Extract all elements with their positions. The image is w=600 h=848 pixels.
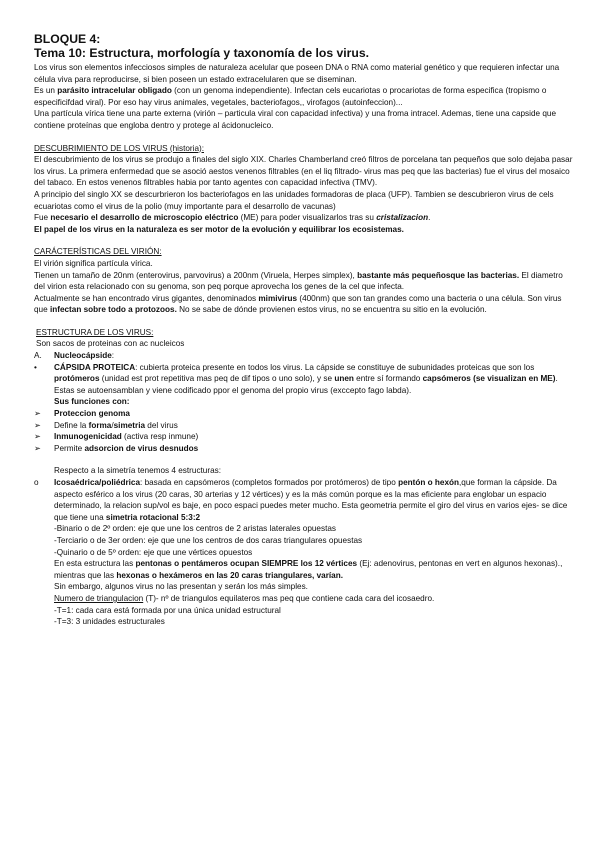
text-run: ,que forman la cápside. Da aspecto esférico a los virus (20 caras, 30 arterias y 12 vértices) y es la más común porque es la mas eficiente para englobar un espacio determinado, la relacion sup/vol es baje, en poco espaci puedes meter mucho. Esta geometria permite el giro del virus en varios ejes- se dice que tiene una (54, 478, 568, 522)
spacer (34, 132, 574, 143)
triangulation-t1: -T=1: cada cara está formada por una única unidad estructural (54, 605, 281, 615)
text-run: : basada en capsómeros (completos formados por protómeros) de tipo (140, 478, 399, 487)
list-item-function (34, 443, 574, 455)
features-paragraph-3 (34, 293, 574, 316)
text-run: entre sí formando (353, 374, 423, 384)
arrow-icon: ➢ (34, 443, 41, 453)
bold-text-run: necesario el desarrollo de microscopio eléctrico (50, 213, 239, 223)
list-marker: A. (34, 351, 42, 361)
bold-italic-text-run: cristalizacion (376, 213, 429, 223)
functions-title (34, 396, 574, 408)
bold-text-run: Inmunogenicidad (54, 432, 122, 442)
bold-text-run: protómeros (54, 374, 100, 384)
text-run: . Estas se autoensamblan y viene codificado ppor el genoma del propio virus (exccepto fago labda). (54, 374, 558, 395)
intro-paragraph-3: Una partícula vírica tiene una parte externa (virión – particula viral con capacidad infectiva) y una froma intracel. Ademas, tiene una capside que contiene proteínas que engloba dentro y protege al ácidonucleico. (34, 109, 557, 130)
arrow-icon: ➢ (34, 432, 41, 442)
list-item-icosahedral (34, 477, 574, 523)
symmetry-intro: Respecto a la simetría tenemos 4 estructuras: (54, 466, 222, 476)
arrow-icon: ➢ (34, 420, 41, 430)
triangulation-paragraph (34, 593, 574, 605)
section-title-discovery: DESCUBRIMIENTO DE LOS VIRUS (historia): (34, 143, 204, 153)
text-run: El diametro del virion esta relacionado con su genoma, son peq porque aprovecha los genes de la cel que infecta. (34, 270, 563, 292)
text-run: : (111, 351, 115, 361)
block-heading: BLOQUE 4: (34, 32, 101, 46)
list-item-function (34, 408, 574, 420)
arrow-icon: ➢ (34, 409, 41, 419)
list-item-nucleocapsid (34, 350, 574, 362)
bold-text-run: mimivirus (258, 293, 298, 303)
discovery-paragraph-2: A principio del singlo XX se descurbrieron los bacteriofagos en las unidades formadoras de placa (UFP). Tambien se descubrieron virus de cels ecuariotas como el virus de la polio (muy importante para el desarrollo de vacunas) (34, 189, 554, 211)
text-run: (T)- nº de triangulos equilateros mas peq que contiene cada cara del icosaedro. (143, 593, 435, 603)
bold-text-run: pentón o hexón (398, 478, 460, 487)
text-run: , mientras que las (54, 559, 563, 580)
bold-text-run: Proteccion genoma (54, 409, 130, 419)
bold-text-run: capsómeros (se visualizan en ME) (422, 374, 556, 384)
text-run: No se sabe de dónde provienen estos virus, no se encuentra su sitio en la evolución. (176, 305, 487, 315)
bold-text-run: simetria rotacional 5:3:2 (105, 512, 201, 522)
bold-text-run: El papel de los virus en la naturaleza es ser motor de la evolución y equilibrar los ecosistemas. (34, 224, 404, 234)
text-run: Fue (34, 213, 51, 223)
structure-intro: Son sacos de proteinas con ac nucleicos (36, 339, 185, 349)
topic-heading: Tema 10: Estructura, morfología y taxonomía de los virus. (34, 46, 370, 60)
bold-text-run: hexonas o hexámeros en las 20 caras triangulares, varían. (116, 570, 343, 580)
bullet-icon: • (34, 362, 37, 372)
triangulation-t3: -T=3: 3 unidades estructurales (54, 617, 165, 627)
bold-text-run: Icosaédrica/poliédrica (54, 478, 141, 487)
text-run: (Ej: adenovirus, pentonas en vert en algunos hexonas). (357, 559, 561, 569)
bold-text-run: bastante más pequeñosque las bacterias. (357, 270, 520, 280)
discovery-paragraph-4 (34, 224, 574, 236)
intro-paragraph-2 (34, 85, 574, 108)
text-run: (unidad est prot repetitiva mas peq de dif tipos o uno solo), y se (99, 374, 335, 384)
text-run: Es un (34, 86, 58, 96)
features-paragraph-2 (34, 270, 574, 293)
list-item-function (34, 420, 574, 432)
bold-text-run: pentonas o pentámeros ocupan SIEMPRE los 12 vértices (135, 559, 358, 569)
bold-text-run: simetria (113, 420, 146, 430)
text-run: (con un genoma independiente). Infectan cels eucariotas o procariotas de forma especifica (tropismo o especificifdad viral). Por eso hay virus animales, vegetales, bacteriofagos,, virofagos (autoinfeccion)... (34, 86, 547, 107)
text-run: En esta estructura las (54, 559, 136, 569)
text-run: Tienen un tamaño de 20nm (enterovirus, parvovirus) a 200nm (Viruela, Herpes simplex), (34, 270, 358, 280)
text-run: (400nm) que son tan grandes como una bacteria o una célula. Son virus que (34, 293, 562, 315)
section-title-features: CARÁCTERÍSTICAS DEL VIRIÓN: (34, 247, 162, 257)
circle-bullet-icon: o (34, 478, 39, 487)
bold-text-run: unen (334, 374, 354, 384)
bold-text-run: adsorcion de virus desnudos (84, 443, 199, 453)
bold-text-run: infectan sobre todo a protozoos. (49, 305, 177, 315)
features-paragraph-1: El virión significa partícula vírica. (34, 258, 153, 268)
list-item-function (34, 431, 574, 443)
bold-text-run: forma (88, 420, 112, 430)
text-run: Actualmente se han encontrado virus gigantes, denominados (34, 293, 259, 303)
discovery-paragraph-3 (34, 212, 574, 224)
axis-order-3: -Terciario o de 3er orden: eje que une los centros de dos caras triangulares opuestas (54, 535, 363, 545)
bold-text-run: parásito intracelular obligado (57, 86, 172, 96)
simple-virus-note: Sin embargo, algunos virus no las presentan y serán los más simples. (54, 582, 308, 592)
axis-order-2: -Binario o de 2º orden: eje que une los centros de 2 aristas laterales opuestas (54, 524, 336, 534)
text-run: . (428, 213, 431, 223)
list-item-capsid (34, 362, 574, 397)
spacer (34, 316, 574, 327)
text-run: : cubierta proteica presente en todos los virus. La cápside se constituye de subunidades proteicas que son los (135, 362, 535, 372)
spacer (34, 235, 574, 246)
axis-order-5: -Quinario o de 5º orden: eje que une vértices opuestos (54, 547, 253, 557)
bold-text-run: Sus funciones con: (54, 397, 130, 407)
bold-text-run: Nucleocápside (54, 351, 112, 361)
spacer (34, 454, 574, 465)
discovery-paragraph-1: El descubrimiento de los virus se produjo a finales del siglo XIX. Charles Chamberland creó filtros de porcelana tan pequeños que solo dejaba pasar los virus. La primera enfermedad que se asoció aestos venenos filtrables (en el liq filtrado- virus mas peq que las bacterias) fue el virus del mosaico del tabaco. En estos venenos filtrables habia por tanto agentes con capacidad infectiva (TMV). (34, 155, 573, 188)
text-run: Permite (54, 443, 85, 453)
text-run: (ME) para poder visualizarlos tras su (238, 213, 377, 223)
text-run: (activa resp inmune) (121, 432, 199, 442)
underlined-text-run: Numero de triangulacion (54, 593, 144, 603)
text-run: / (111, 420, 114, 430)
text-run: del virus (145, 420, 178, 430)
section-title-structure: ESTRUCTURA DE LOS VIRUS: (36, 327, 154, 337)
penton-paragraph (34, 558, 574, 581)
text-run: Define la (54, 420, 89, 430)
bold-text-run: CÁPSIDA PROTEICA (54, 362, 136, 372)
intro-paragraph-1: Los virus son elementos infecciosos simples de naturaleza acelular que poseen DNA o RNA como material genético y que requieren infectar una célula viva para reproducirse, si bien poseen un estado extracelularen que se diseminan. (34, 63, 560, 84)
